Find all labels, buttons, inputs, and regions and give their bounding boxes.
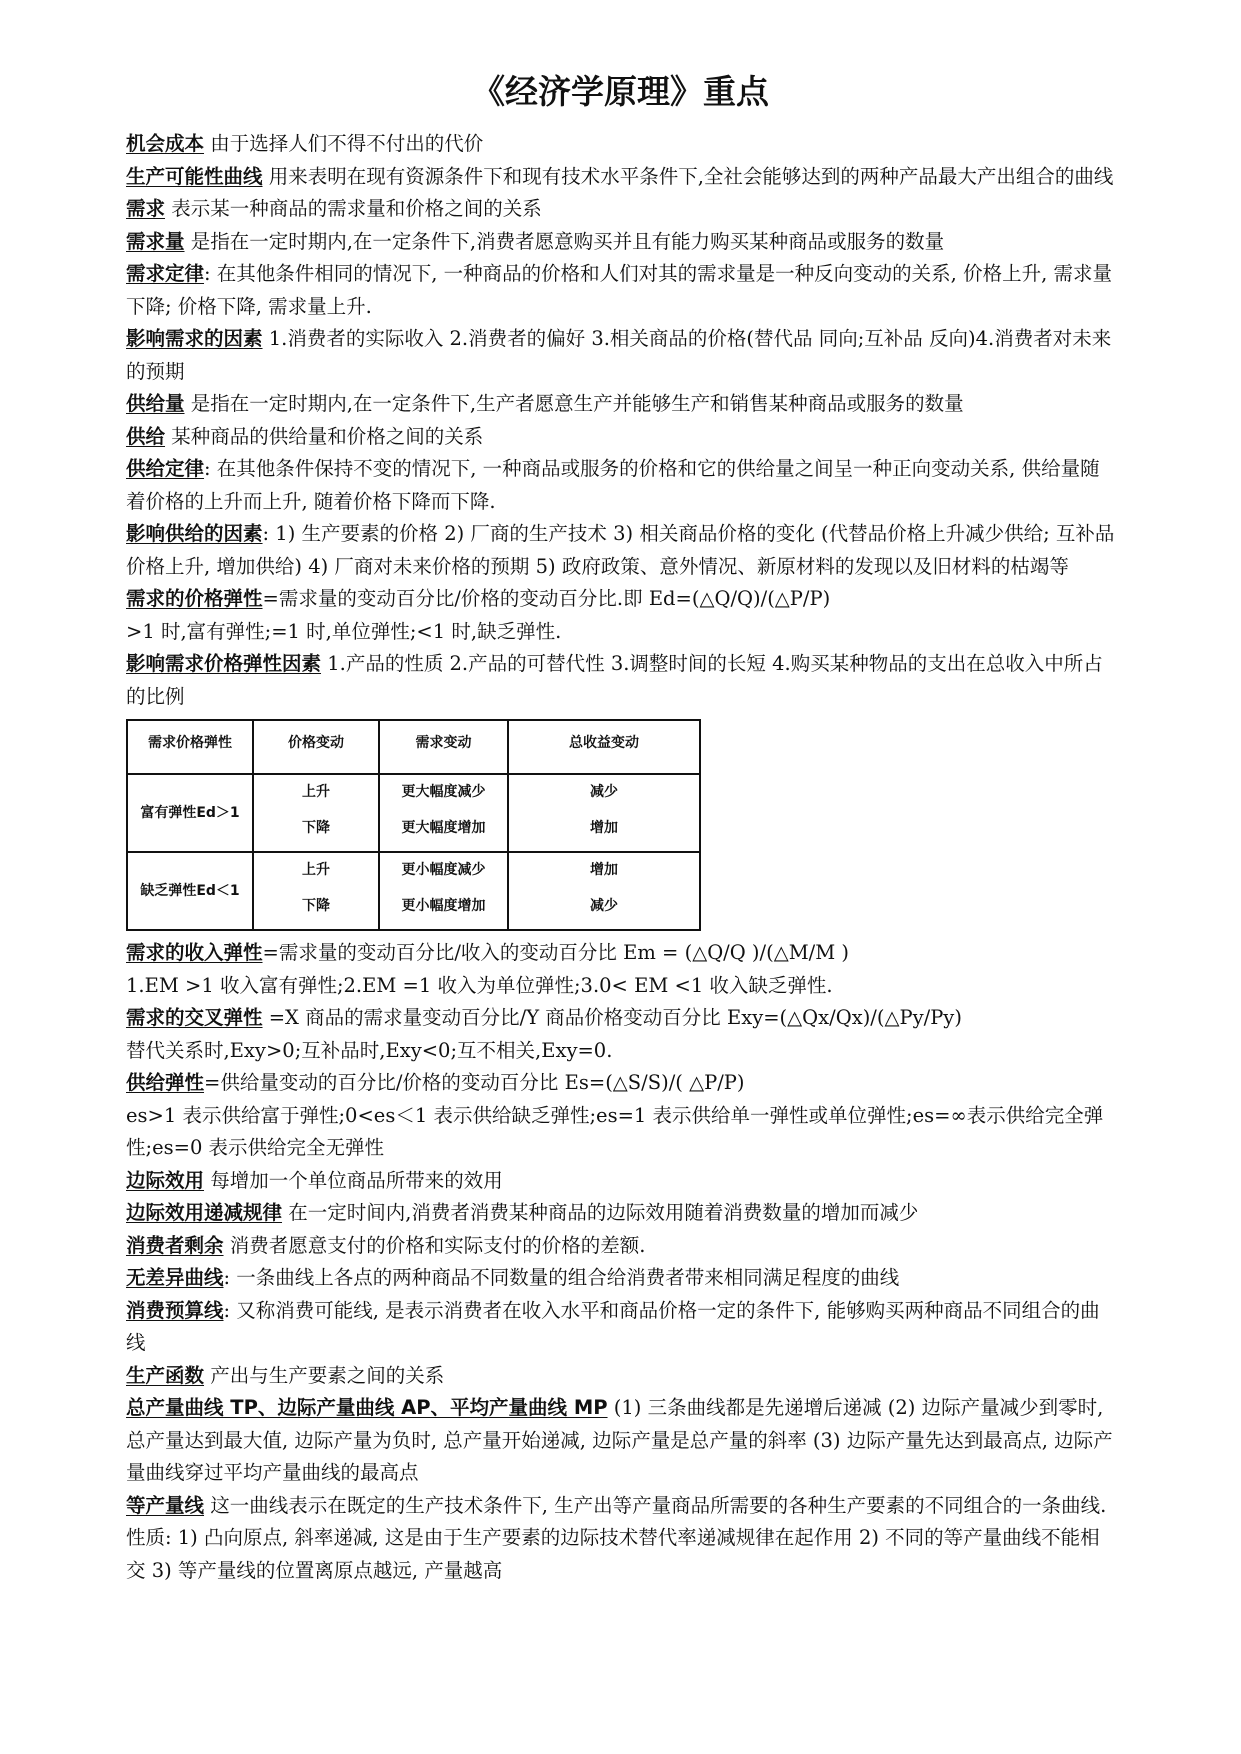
table-cell	[379, 774, 508, 852]
definition-term: 消费者剩余	[126, 1233, 224, 1257]
definition-term: 需求定律	[126, 262, 205, 285]
definition-text: >1 时,富有弹性;=1 时,单位弹性;<1 时,缺乏弹性.	[126, 619, 562, 643]
definition-entry	[126, 1230, 1116, 1263]
price-elasticity-table	[126, 719, 701, 931]
table-cell	[508, 774, 700, 852]
definition-text: =需求量的变动百分比/价格的变动百分比.即 Ed=(△Q/Q)/(△P/P)	[262, 587, 831, 610]
definition-term: 影响供给的因素	[126, 522, 263, 545]
definition-term: 等产量线	[126, 1493, 205, 1517]
document-body	[126, 128, 1116, 1587]
definition-text: 表示某一种商品的需求量和价格之间的关系	[165, 197, 542, 220]
document-title: 《经济学原理》重点	[472, 72, 769, 111]
definition-term: 消费预算线	[126, 1298, 224, 1322]
definition-term: 需求的交叉弹性	[126, 1006, 263, 1029]
definition-entry	[126, 1295, 1116, 1360]
definition-text: 1.EM >1 收入富有弹性;2.EM =1 收入为单位弹性;3.0< EM <1 收入缺乏弹性.	[126, 973, 833, 997]
table-header-cell: 需求变动	[379, 720, 508, 774]
definition-term: 需求量	[126, 229, 185, 253]
definition-text: : 1) 生产要素的价格 2) 厂商的生产技术 3) 相关商品价格的变化 (代替品价格上升减少供给; 互补品价格上升, 增加供给) 4) 厂商对未来价格的预期 5) 政府政策、意外情况、新原材料的发现以及旧材料的枯竭等	[126, 522, 1115, 578]
definition-entry	[126, 616, 1116, 649]
table-row	[127, 852, 700, 930]
table-cell	[508, 852, 700, 930]
definition-entry	[126, 388, 1116, 421]
definition-entry	[126, 1360, 1116, 1393]
definition-entry	[126, 937, 1116, 970]
price-change: 上升	[302, 784, 330, 800]
table-cell	[379, 852, 508, 930]
table-cell	[253, 852, 379, 930]
definition-text: 某种商品的供给量和价格之间的关系	[165, 424, 484, 448]
elasticity-table-wrap	[126, 719, 1116, 931]
definition-text: 每增加一个单位商品所带来的效用	[204, 1168, 503, 1192]
definition-text: 是指在一定时期内,在一定条件下,生产者愿意生产并能够生产和销售某种商品或服务的数量	[184, 392, 964, 415]
definition-term: 供给弹性	[126, 1071, 205, 1094]
table-cell	[253, 774, 379, 852]
table-header-cell: 价格变动	[253, 720, 379, 774]
definition-term: 边际效用	[126, 1168, 205, 1192]
definition-text: 这一曲线表示在既定的生产技术条件下, 生产出等产量商品所需要的各种生产要素的不同组合的一条曲线.	[204, 1493, 1107, 1517]
definition-entry	[126, 1067, 1116, 1100]
definition-entry	[126, 1197, 1116, 1230]
table-row-label: 富有弹性Ed＞1	[127, 774, 253, 852]
definition-entry	[126, 1035, 1116, 1068]
definition-text: 由于选择人们不得不付出的代价	[204, 132, 484, 155]
definition-text: 1.产品的性质 2.产品的可替代性 3.调整时间的长短 4.购买某种物品的支出在总收入中所占的比例	[126, 652, 1103, 708]
definition-term: 生产可能性曲线	[126, 164, 263, 188]
definition-entry	[126, 323, 1116, 388]
definition-text: : 又称消费可能线, 是表示消费者在收入水平和商品价格一定的条件下, 能够购买两种商品不同组合的曲线	[126, 1298, 1100, 1354]
definition-text: 产出与生产要素之间的关系	[204, 1363, 445, 1387]
definition-text: 1.消费者的实际收入 2.消费者的偏好 3.相关商品的价格(替代品 同向;互补品 反向)4.消费者对未来的预期	[126, 327, 1112, 383]
revenue-change: 减少	[590, 784, 618, 800]
demand-change: 更小幅度减少	[401, 862, 486, 878]
definition-entry	[126, 1002, 1116, 1035]
definition-text: 消费者愿意支付的价格和实际支付的价格的差额.	[223, 1233, 646, 1257]
definition-entry	[126, 453, 1116, 518]
entries-section-b	[126, 937, 1116, 1587]
definition-term: 影响需求价格弹性因素	[126, 652, 322, 675]
price-change: 上升	[302, 862, 330, 878]
definition-entry	[126, 1490, 1116, 1523]
definition-entry	[126, 421, 1116, 454]
definition-entry	[126, 1100, 1116, 1165]
definition-term: 机会成本	[126, 132, 205, 155]
definition-entry	[126, 518, 1116, 583]
definition-entry	[126, 226, 1116, 259]
definition-entry	[126, 161, 1116, 194]
definition-text: : 在其他条件相同的情况下, 一种商品的价格和人们对其的需求量是一种反向变动的关系, 价格上升, 需求量下降; 价格下降, 需求量上升.	[126, 262, 1112, 318]
definition-text: 用来表明在现有资源条件下和现有技术水平条件下,全社会能够达到的两种产品最大产出组合的曲线	[262, 164, 1114, 188]
definition-entry	[126, 1165, 1116, 1198]
demand-change: 更大幅度增加	[401, 820, 486, 836]
table-row	[127, 774, 700, 852]
definition-text: 性质: 1) 凸向原点, 斜率递减, 这是由于生产要素的边际技术替代率递减规律在起作用 2) 不同的等产量曲线不能相交 3) 等产量线的位置离原点越远, 产量越高	[126, 1526, 1100, 1582]
definition-term: 供给量	[126, 392, 185, 415]
definition-term: 需求的收入弹性	[126, 941, 263, 964]
definition-term: 需求的价格弹性	[126, 587, 263, 610]
definition-term: 边际效用递减规律	[126, 1201, 283, 1224]
definition-term: 需求	[126, 197, 166, 220]
definition-term: 供给定律	[126, 457, 205, 480]
table-header-row	[127, 720, 700, 774]
definition-text: es>1 表示供给富于弹性;0<es＜1 表示供给缺乏弹性;es=1 表示供给单一弹性或单位弹性;es=∞表示供给完全弹性;es=0 表示供给完全无弹性	[126, 1103, 1104, 1159]
entries-section-a	[126, 128, 1116, 713]
definition-text: (1) 三条曲线都是先递增后递减 (2) 边际产量减少到零时, 总产量达到最大值, 边际产量为负时, 总产量开始递减, 边际产量是总产量的斜率 (3) 边际产量先达到最高点, 边际产量曲线穿过平均产量曲线的最高点	[126, 1396, 1113, 1484]
definition-term: 影响需求的因素	[126, 327, 263, 350]
definition-entry	[126, 1522, 1116, 1587]
table-header-cell: 需求价格弹性	[127, 720, 253, 774]
table-row-label: 缺乏弹性Ed＜1	[127, 852, 253, 930]
revenue-change: 减少	[590, 898, 618, 914]
definition-text: : 一条曲线上各点的两种商品不同数量的组合给消费者带来相同满足程度的曲线	[223, 1266, 900, 1289]
price-change: 下降	[302, 898, 330, 914]
definition-entry	[126, 128, 1116, 161]
definition-entry	[126, 258, 1116, 323]
definition-term: 总产量曲线 TP、边际产量曲线 AP、平均产量曲线 MP	[126, 1396, 608, 1419]
revenue-change: 增加	[590, 862, 618, 878]
definition-term: 生产函数	[126, 1363, 205, 1387]
definition-entry	[126, 193, 1116, 226]
definition-text: : 在其他条件保持不变的情况下, 一种商品或服务的价格和它的供给量之间呈一种正向变动关系, 供给量随着价格的上升而上升, 随着价格下降而下降.	[126, 457, 1100, 513]
definition-entry	[126, 970, 1116, 1003]
definition-entry	[126, 583, 1116, 616]
definition-entry	[126, 1392, 1116, 1490]
definition-text: 替代关系时,Exy>0;互补品时,Exy<0;互不相关,Exy=0.	[126, 1038, 613, 1062]
demand-change: 更大幅度减少	[401, 784, 486, 800]
definition-entry	[126, 1262, 1116, 1295]
demand-change: 更小幅度增加	[401, 898, 486, 914]
definition-text: =X 商品的需求量变动百分比/Y 商品价格变动百分比 Exy=(△Qx/Qx)/(△Py/Py)	[262, 1006, 962, 1029]
table-header-cell: 总收益变动	[508, 720, 700, 774]
definition-text: 是指在一定时期内,在一定条件下,消费者愿意购买并且有能力购买某种商品或服务的数量	[184, 229, 945, 253]
definition-term: 供给	[126, 424, 166, 448]
revenue-change: 增加	[590, 820, 618, 836]
definition-entry	[126, 648, 1116, 713]
definition-text: =需求量的变动百分比/收入的变动百分比 Em = (△Q/Q )/(△M/M )	[262, 941, 850, 964]
definition-text: 在一定时间内,消费者消费某种商品的边际效用随着消费数量的增加而减少	[282, 1201, 919, 1224]
definition-term: 无差异曲线	[126, 1266, 224, 1289]
price-change: 下降	[302, 820, 330, 836]
definition-text: =供给量变动的百分比/价格的变动百分比 Es=(△S/S)/( △P/P)	[204, 1071, 745, 1094]
